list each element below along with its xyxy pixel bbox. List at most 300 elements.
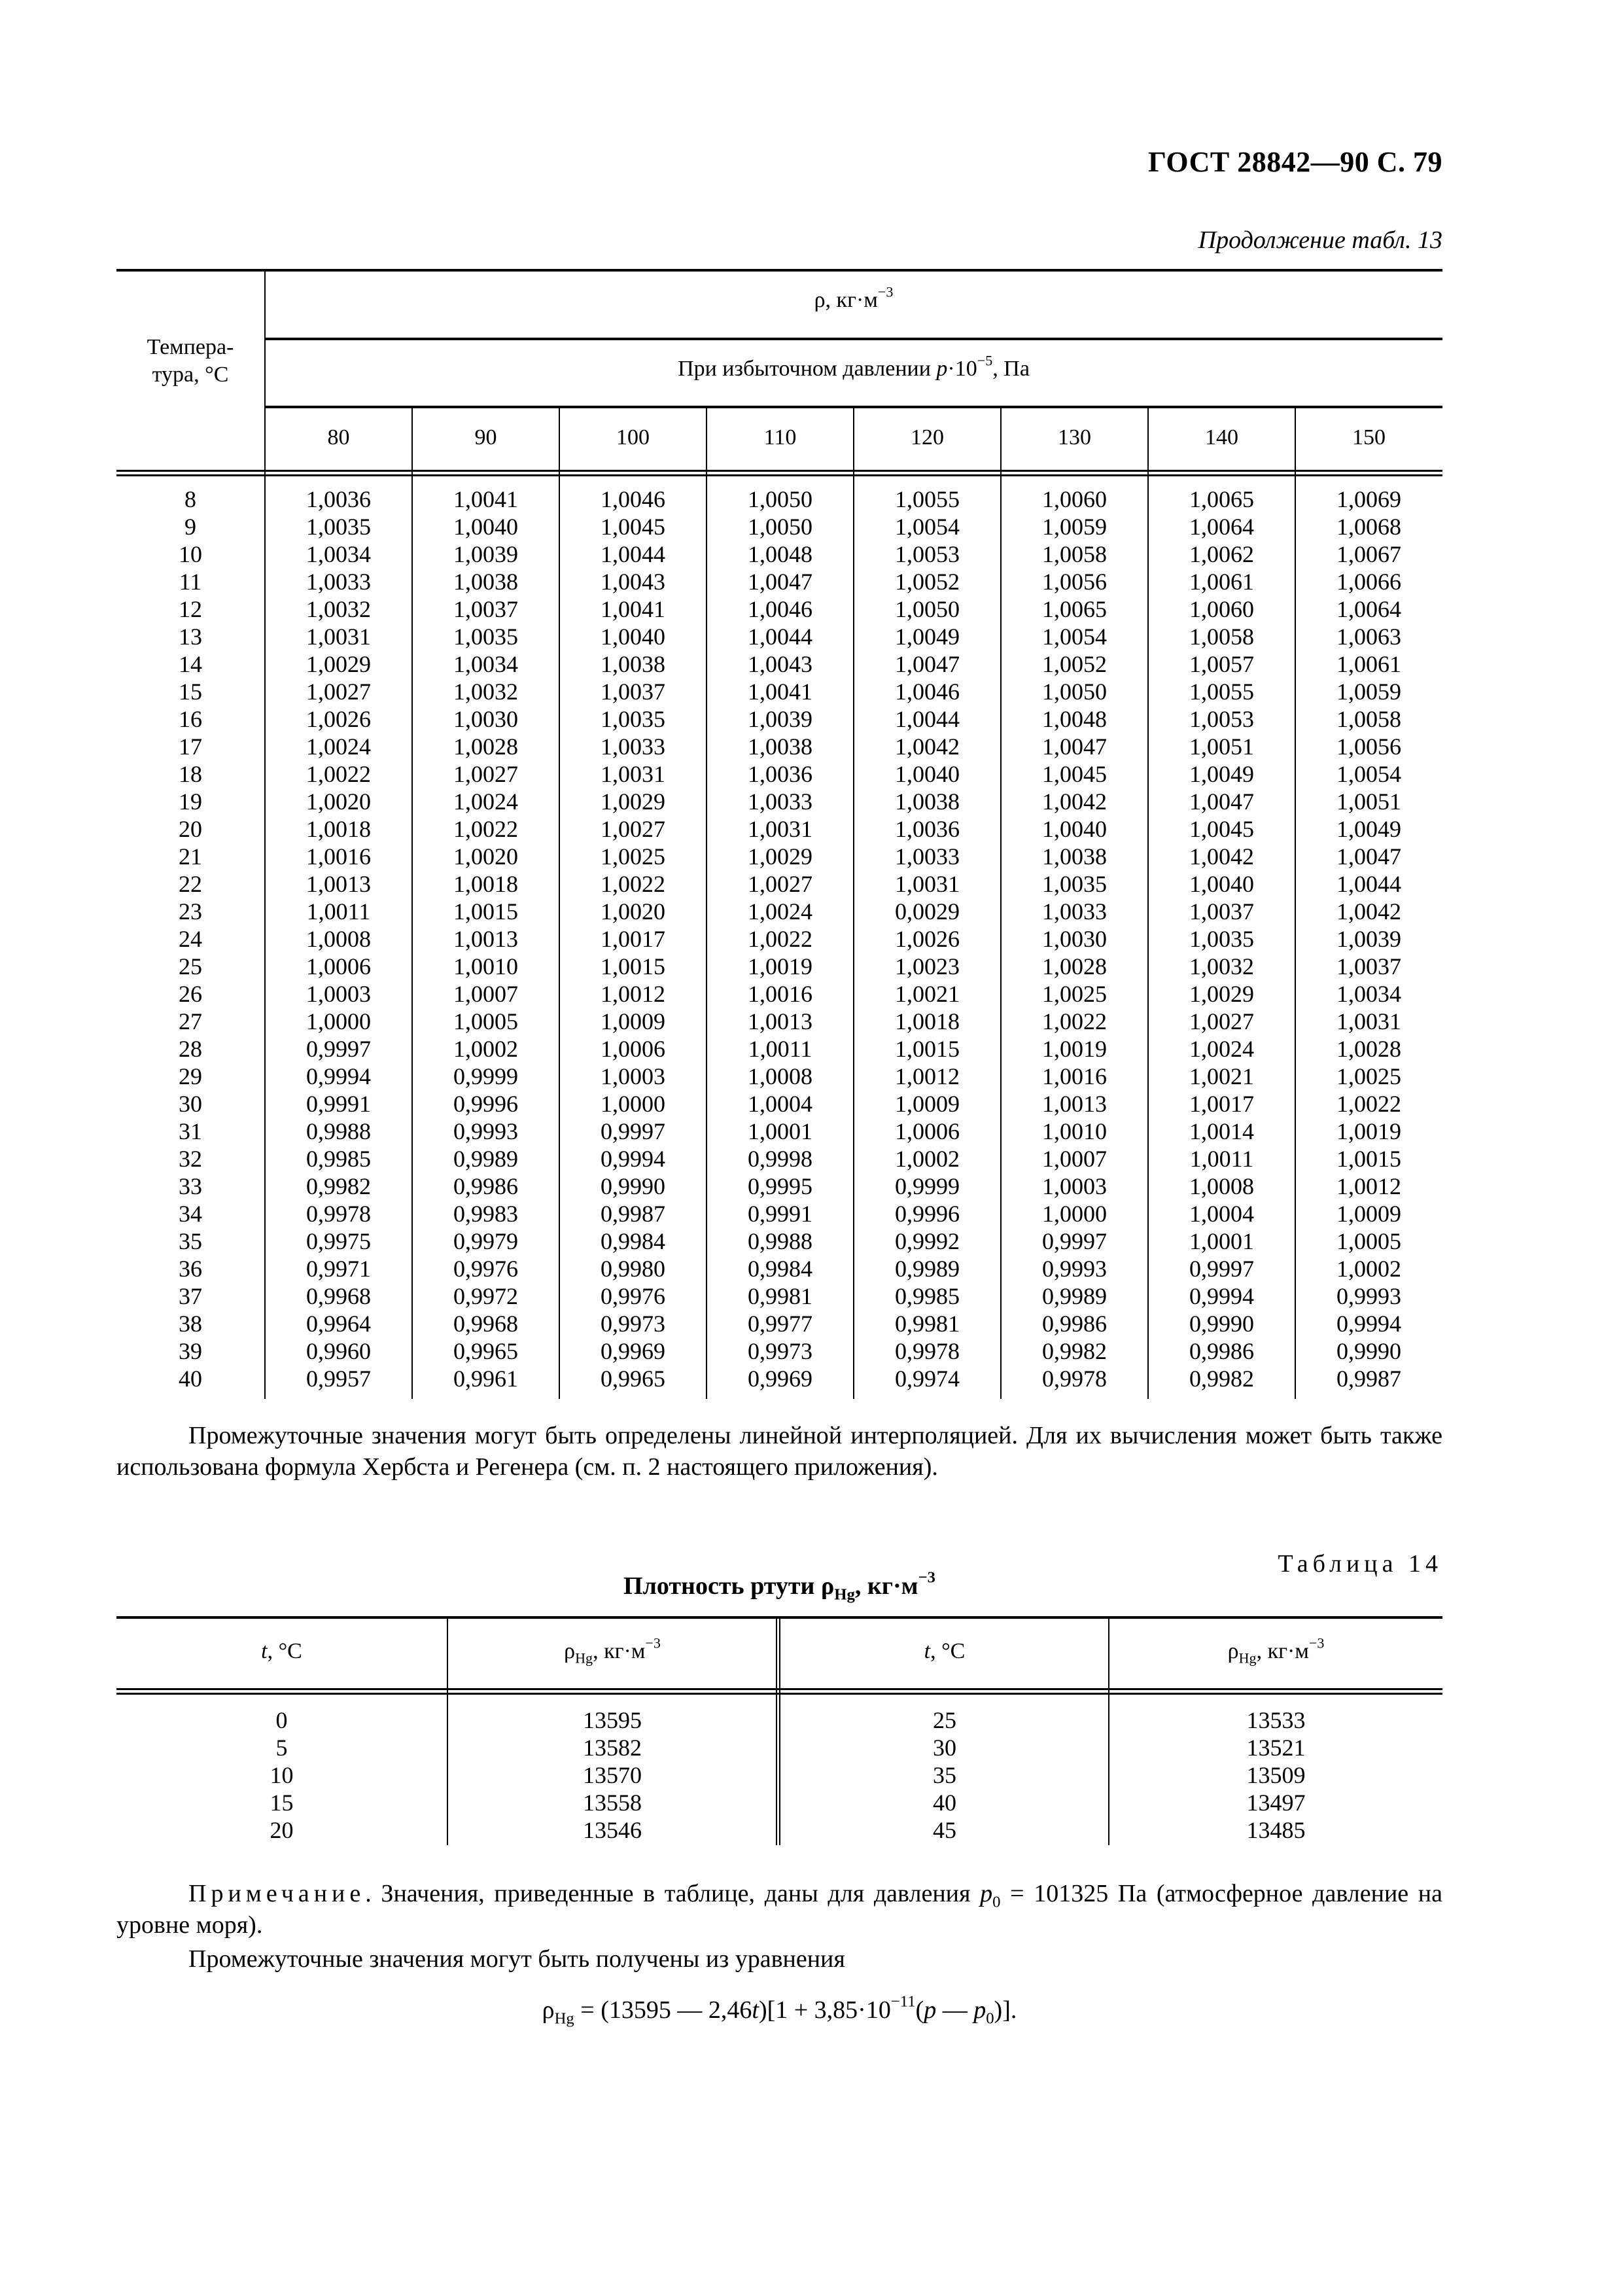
table-cell: 1,0019 [1336, 1118, 1401, 1144]
header-text: ρ [564, 1639, 576, 1663]
table-cell: 1,0045 [601, 514, 665, 540]
table-cell: 1,0038 [748, 733, 812, 760]
table-cell: 0,9961 [453, 1366, 518, 1392]
header-text: , кг·м [1256, 1639, 1309, 1663]
table-cell: 0,9968 [306, 1283, 371, 1309]
table-cell: 29 [179, 1063, 202, 1089]
table-cell: 0,9995 [748, 1173, 812, 1199]
table-cell: 0,9997 [1189, 1256, 1254, 1282]
table-cell: 0,9990 [1336, 1338, 1401, 1364]
table-cell: 1,0037 [601, 679, 665, 705]
table-cell: 1,0024 [748, 898, 812, 925]
table-cell: 1,0046 [895, 679, 960, 705]
table-cell: 1,0010 [453, 953, 518, 980]
table-cell: 1,0038 [453, 569, 518, 595]
table-cell: 0,9992 [895, 1228, 960, 1254]
table-cell: 1,0021 [1189, 1063, 1254, 1089]
table-cell: 1,0032 [306, 596, 371, 622]
table-cell: 40 [179, 1366, 202, 1392]
table-cell: 0,9971 [306, 1256, 371, 1282]
table-cell: 1,0069 [1336, 486, 1401, 512]
table-cell: 1,0029 [1189, 981, 1254, 1007]
equation-intro: Промежуточные значения могут быть получены из уравнения [188, 1945, 845, 1973]
table-cell: 1,0037 [1336, 953, 1401, 980]
table-cell: 1,0064 [1189, 514, 1254, 540]
table-cell: 1,0031 [895, 871, 960, 897]
table-cell: 0,9987 [1336, 1366, 1401, 1392]
table-cell: 1,0026 [306, 706, 371, 732]
header-exponent: −3 [645, 1634, 661, 1651]
header-text: , °С [267, 1639, 302, 1663]
table-cell: 1,0020 [601, 898, 665, 925]
table-cell: 1,0024 [1189, 1036, 1254, 1062]
table-cell: 0,9964 [306, 1311, 371, 1337]
table-cell: 1,0045 [1042, 761, 1107, 787]
table-cell: 1,0041 [601, 596, 665, 622]
table-cell: 1,0050 [748, 486, 812, 512]
table-cell: 1,0033 [1042, 898, 1107, 925]
title-text: Плотность ртути ρ [623, 1572, 835, 1600]
header-variable: t [924, 1639, 931, 1663]
table-cell: 13 [179, 624, 202, 650]
table-cell: 19 [179, 788, 202, 815]
table-cell: 13570 [583, 1762, 642, 1788]
table-cell: 1,0035 [453, 624, 518, 650]
table-cell: 1,0013 [306, 871, 371, 897]
table-cell: 40 [933, 1790, 956, 1816]
table-cell: 1,0033 [748, 788, 812, 815]
table-cell: 1,0048 [1042, 706, 1107, 732]
header-variable: p [936, 357, 948, 381]
table-cell: 1,0061 [1336, 651, 1401, 677]
table-cell: 1,0000 [306, 1008, 371, 1034]
header-subscript: Hg [575, 1650, 593, 1667]
table-cell: 1,0034 [1336, 981, 1401, 1007]
eq-text: ( [915, 1996, 924, 2024]
table-cell: 36 [179, 1256, 202, 1282]
table-cell: 0,9997 [601, 1118, 665, 1144]
table-cell: 0,9996 [453, 1091, 518, 1117]
density-column-130 [1001, 486, 1148, 1392]
table-cell: 1,0000 [1042, 1201, 1107, 1227]
table-cell: 1,0026 [895, 926, 960, 952]
density-column-90 [412, 486, 559, 1392]
table-cell: 1,0011 [306, 898, 371, 925]
table-cell: 0,9985 [895, 1283, 960, 1309]
header-text: ρ, кг·м [814, 288, 878, 312]
table-cell: 1,0028 [453, 733, 518, 760]
table-cell: 1,0018 [895, 1008, 960, 1034]
table-cell: 13509 [1246, 1762, 1306, 1788]
table-cell: 1,0010 [1042, 1118, 1107, 1144]
table-cell: 1,0040 [1042, 816, 1107, 842]
table-cell: 1,0057 [1189, 651, 1254, 677]
table-cell: 1,0066 [1336, 569, 1401, 595]
table-cell: 1,0035 [306, 514, 371, 540]
title-exponent: −3 [918, 1568, 935, 1587]
table-cell: 1,0046 [601, 486, 665, 512]
table-cell: 1,0012 [1336, 1173, 1401, 1199]
interpolation-note: Промежуточные значения могут быть определены линейной интерполяцией. Для их вычисления может быть также использована формула Хербста и Регенера (см. п. 2 настоящего приложения). [116, 1422, 1442, 1481]
table-cell: 0,9986 [453, 1173, 518, 1199]
note-variable: p [980, 1880, 993, 1907]
table-cell: 1,0032 [453, 679, 518, 705]
table-cell: 1,0052 [1042, 651, 1107, 677]
table-cell: 1,0038 [1042, 843, 1107, 870]
table-cell: 1,0044 [1336, 871, 1401, 897]
table-cell: 1,0024 [306, 733, 371, 760]
table-cell: 1,0044 [895, 706, 960, 732]
table-cell: 1,0047 [748, 569, 812, 595]
table-cell: 1,0011 [748, 1036, 812, 1062]
table-cell: 0,9978 [1042, 1366, 1107, 1392]
table-cell: 8 [184, 486, 196, 512]
table-cell: 1,0003 [1042, 1173, 1107, 1199]
eq-text: ρ [542, 1996, 555, 2024]
table-cell: 0,9969 [748, 1366, 812, 1392]
table-cell: 0,9996 [895, 1201, 960, 1227]
table-cell: 1,0037 [1189, 898, 1254, 925]
table-cell: 1,0007 [453, 981, 518, 1007]
table-cell: 1,0022 [748, 926, 812, 952]
table-cell: 1,0042 [1336, 898, 1401, 925]
title-subscript: Hg [834, 1585, 855, 1604]
table-cell: 0,9968 [453, 1311, 518, 1337]
table-cell: 1,0059 [1042, 514, 1107, 540]
table-cell: 0,9982 [306, 1173, 371, 1199]
table-cell: 1,0028 [1336, 1036, 1401, 1062]
density-group-header [265, 283, 1442, 313]
table-cell: 1,0031 [748, 816, 812, 842]
table-cell: 35 [933, 1762, 956, 1788]
table-cell: 1,0038 [601, 651, 665, 677]
table-cell: 1,0049 [1336, 816, 1401, 842]
temperature-column-header [116, 1639, 447, 1664]
table-14-title [116, 1568, 1442, 1604]
header-text: ρ [1227, 1639, 1239, 1663]
eq-text: )[1 + 3,85·10 [758, 1996, 891, 2024]
table-cell: 0,9980 [601, 1256, 665, 1282]
table-cell: 1,0042 [1042, 788, 1107, 815]
table-cell: 1,0008 [1189, 1173, 1254, 1199]
table-cell: 0,9983 [453, 1201, 518, 1227]
table-cell: 1,0058 [1042, 541, 1107, 567]
table-cell: 1,0015 [895, 1036, 960, 1062]
table-cell: 1,0029 [601, 788, 665, 815]
table-cell: 1,0023 [895, 953, 960, 980]
pressure-subgroup-header [265, 352, 1442, 381]
table-cell: 5 [275, 1735, 288, 1761]
header-variable: t [261, 1639, 268, 1663]
table-cell: 1,0012 [601, 981, 665, 1007]
table-cell: 1,0047 [1189, 788, 1254, 815]
table-cell: 0,9991 [306, 1091, 371, 1117]
table-continuation-label: Продолжение табл. 13 [1198, 226, 1442, 254]
table-cell: 1,0005 [1336, 1228, 1401, 1254]
table-cell: 0,9976 [601, 1283, 665, 1309]
pressure-column-header: 110 [763, 425, 797, 450]
table-cell: 1,0027 [306, 679, 371, 705]
table-cell: 0,9999 [453, 1063, 518, 1089]
table-cell: 0,9993 [1042, 1256, 1107, 1282]
table-cell: 1,0017 [1189, 1091, 1254, 1117]
pressure-column-header: 120 [911, 425, 944, 450]
temperature-column [116, 486, 264, 1392]
table-cell: 0,9982 [1042, 1338, 1107, 1364]
table-cell: 0,9988 [748, 1228, 812, 1254]
table-cell: 1,0021 [895, 981, 960, 1007]
table-cell: 0,9985 [306, 1146, 371, 1172]
pressure-column-header: 90 [474, 425, 497, 450]
table-cell: 0,9957 [306, 1366, 371, 1392]
table-cell: 1,0060 [1042, 486, 1107, 512]
table-cell: 1,0039 [748, 706, 812, 732]
table-cell: 1,0061 [1189, 569, 1254, 595]
table-cell: 25 [933, 1707, 956, 1733]
table-cell: 33 [179, 1173, 202, 1199]
table-cell: 1,0014 [1189, 1118, 1254, 1144]
table-cell: 1,0041 [453, 486, 518, 512]
table-cell: 16 [179, 706, 202, 732]
table-cell: 1,0053 [1189, 706, 1254, 732]
table-cell: 1,0020 [453, 843, 518, 870]
table-cell: 0,9993 [1336, 1283, 1401, 1309]
table-cell: 1,0031 [1336, 1008, 1401, 1034]
table-header-rule-1 [265, 338, 1442, 340]
table-cell: 1,0039 [453, 541, 518, 567]
header-text: , °С [930, 1639, 966, 1663]
table-cell: 1,0038 [895, 788, 960, 815]
table-cell: 0,9989 [895, 1256, 960, 1282]
table-cell: 0,9994 [306, 1063, 371, 1089]
table-cell: 0,9978 [306, 1201, 371, 1227]
table-cell: 1,0015 [601, 953, 665, 980]
header-text: ·10 [947, 357, 977, 381]
note-label: Примечание [188, 1880, 366, 1907]
table-cell: 1,0047 [895, 651, 960, 677]
table-cell: 1,0056 [1042, 569, 1107, 595]
table-cell: 1,0022 [601, 871, 665, 897]
table-cell: 12 [179, 596, 202, 622]
note-subscript: 0 [992, 1893, 1001, 1911]
density-column-80 [265, 486, 412, 1392]
table-cell: 1,0065 [1042, 596, 1107, 622]
table-cell: 21 [179, 843, 202, 870]
table-cell: 1,0030 [453, 706, 518, 732]
table-cell: 15 [179, 679, 202, 705]
table-cell: 1,0011 [1189, 1146, 1254, 1172]
table-cell: 1,0053 [895, 541, 960, 567]
table-cell: 1,0051 [1189, 733, 1254, 760]
temperature-column-right [780, 1706, 1109, 1844]
table-cell: 20 [270, 1817, 294, 1843]
table-cell: 1,0002 [453, 1036, 518, 1062]
table-cell: 0,0029 [895, 898, 960, 925]
table-cell: 1,0018 [306, 816, 371, 842]
table-cell: 0,9988 [306, 1118, 371, 1144]
table-cell: 13546 [583, 1817, 642, 1843]
table-cell: 1,0040 [601, 624, 665, 650]
table-cell: 1,0058 [1336, 706, 1401, 732]
table-cell: 0,9978 [895, 1338, 960, 1364]
table-cell: 1,0006 [306, 953, 371, 980]
density-column-header [1109, 1634, 1442, 1667]
density-column-left [448, 1706, 777, 1844]
table-cell: 0,9981 [748, 1283, 812, 1309]
table-cell: 1,0054 [1336, 761, 1401, 787]
table-cell: 0,9989 [1042, 1283, 1107, 1309]
header-subscript: Hg [1238, 1650, 1257, 1667]
table-cell: 13558 [583, 1790, 642, 1816]
table-cell: 32 [179, 1146, 202, 1172]
table-cell: 0,9965 [453, 1338, 518, 1364]
table-cell: 34 [179, 1201, 202, 1227]
table-cell: 1,0000 [601, 1091, 665, 1117]
table-cell: 1,0041 [748, 679, 812, 705]
eq-subscript: 0 [986, 2009, 994, 2028]
table-cell: 1,0035 [601, 706, 665, 732]
table-cell: 1,0060 [1189, 596, 1254, 622]
pressure-column-header: 130 [1058, 425, 1091, 450]
table-cell: 1,0056 [1336, 733, 1401, 760]
table-cell: 0,9987 [601, 1201, 665, 1227]
header-exponent: −3 [1308, 1634, 1325, 1651]
table-cell: 1,0033 [601, 733, 665, 760]
table-cell: 1,0064 [1336, 596, 1401, 622]
table-cell: 1,0044 [601, 541, 665, 567]
table-cell: 1,0042 [895, 733, 960, 760]
table-cell: 0,9975 [306, 1228, 371, 1254]
eq-text: = (13595 — 2,46 [574, 1996, 752, 2024]
table-cell: 1,0027 [453, 761, 518, 787]
title-text: , кг·м [854, 1572, 918, 1600]
table-cell: 1,0036 [748, 761, 812, 787]
table-cell: 45 [933, 1817, 956, 1843]
table-cell: 1,0032 [1189, 953, 1254, 980]
table-cell: 1,0054 [1042, 624, 1107, 650]
table-cell: 1,0055 [895, 486, 960, 512]
pressure-column-header: 100 [616, 425, 650, 450]
table-cell: 0,9990 [1189, 1311, 1254, 1337]
table-cell: 1,0016 [748, 981, 812, 1007]
table-cell: 1,0024 [453, 788, 518, 815]
table-cell: 1,0022 [1042, 1008, 1107, 1034]
density-column-100 [559, 486, 707, 1392]
table-cell: 0,9990 [601, 1173, 665, 1199]
table-cell: 39 [179, 1338, 202, 1364]
table-cell: 0,9973 [601, 1311, 665, 1337]
table-cell: 1,0009 [601, 1008, 665, 1034]
table-cell: 1,0046 [748, 596, 812, 622]
table-cell: 17 [179, 733, 202, 760]
eq-variable: p [924, 1996, 937, 2024]
table-cell: 1,0009 [1336, 1201, 1401, 1227]
table-cell: 1,0037 [453, 596, 518, 622]
table-cell: 0,9993 [453, 1118, 518, 1144]
table-cell: 1,0034 [306, 541, 371, 567]
table-cell: 1,0063 [1336, 624, 1401, 650]
table-cell: 0,9981 [895, 1311, 960, 1337]
pressure-column-header: 140 [1205, 425, 1238, 450]
table-cell: 1,0013 [453, 926, 518, 952]
table-cell: 28 [179, 1036, 202, 1062]
table-cell: 1,0025 [1336, 1063, 1401, 1089]
header-exponent: −3 [877, 283, 894, 300]
table-cell: 1,0022 [453, 816, 518, 842]
note-text: = 101325 Па (атмосферное давление на уровне моря). [116, 1880, 1442, 1939]
table-cell: 0,9999 [895, 1173, 960, 1199]
table-cell: 1,0040 [895, 761, 960, 787]
table-cell: 30 [933, 1735, 956, 1761]
table-cell: 9 [184, 514, 196, 540]
table-cell: 1,0062 [1189, 541, 1254, 567]
table-cell: 10 [179, 541, 202, 567]
table-cell: 26 [179, 981, 202, 1007]
table-cell: 1,0027 [748, 871, 812, 897]
table-cell: 1,0033 [306, 569, 371, 595]
table-cell: 1,0022 [306, 761, 371, 787]
table-cell: 0,9986 [1042, 1311, 1107, 1337]
table-cell: 1,0067 [1336, 541, 1401, 567]
temperature-column-left [116, 1706, 447, 1844]
note-text: . Значения, приведенные в таблице, даны для давления [365, 1880, 981, 1907]
header-exponent: −5 [977, 352, 993, 369]
table-cell: 1,0013 [1042, 1091, 1107, 1117]
table-cell: 0,9977 [748, 1311, 812, 1337]
table-cell: 1,0049 [1189, 761, 1254, 787]
table-cell: 1,0039 [1336, 926, 1401, 952]
table-cell: 1,0003 [306, 981, 371, 1007]
table-cell: 23 [179, 898, 202, 925]
table-cell: 1,0019 [748, 953, 812, 980]
density-column-120 [854, 486, 1001, 1392]
table-cell: 0,9974 [895, 1366, 960, 1392]
table-cell: 1,0016 [306, 843, 371, 870]
table-cell: 18 [179, 761, 202, 787]
table-double-rule-a [116, 470, 1442, 472]
table-cell: 1,0007 [1042, 1146, 1107, 1172]
density-column-140 [1148, 486, 1295, 1392]
header-text: , Па [992, 357, 1030, 381]
table-cell: 0 [275, 1707, 288, 1733]
table-cell: 1,0040 [1189, 871, 1254, 897]
density-column-110 [707, 486, 854, 1392]
table-cell: 1,0031 [306, 624, 371, 650]
table-cell: 1,0068 [1336, 514, 1401, 540]
table-14-note [116, 1878, 1442, 1941]
table-cell: 35 [179, 1228, 202, 1254]
header-text: , кг·м [593, 1639, 646, 1663]
table-cell: 1,0043 [601, 569, 665, 595]
table-cell: 0,9986 [1189, 1338, 1254, 1364]
header-text-line: Темпера- [147, 335, 234, 359]
table-cell: 11 [179, 569, 202, 595]
table-cell: 1,0036 [895, 816, 960, 842]
table-cell: 1,0030 [1042, 926, 1107, 952]
table-cell: 0,9994 [1189, 1283, 1254, 1309]
table-cell: 13521 [1246, 1735, 1306, 1761]
table-cell: 1,0016 [1042, 1063, 1107, 1089]
table-double-rule-b [116, 474, 1442, 476]
table-cell: 1,0018 [453, 871, 518, 897]
table-cell: 24 [179, 926, 202, 952]
table-cell: 1,0004 [1189, 1201, 1254, 1227]
table-cell: 1,0065 [1189, 486, 1254, 512]
header-text: При избыточном давлении [678, 357, 937, 381]
page-header-title: ГОСТ 28842—90 С. 79 [1147, 146, 1442, 178]
table-cell: 1,0019 [1042, 1036, 1107, 1062]
table-cell: 1,0002 [1336, 1256, 1401, 1282]
